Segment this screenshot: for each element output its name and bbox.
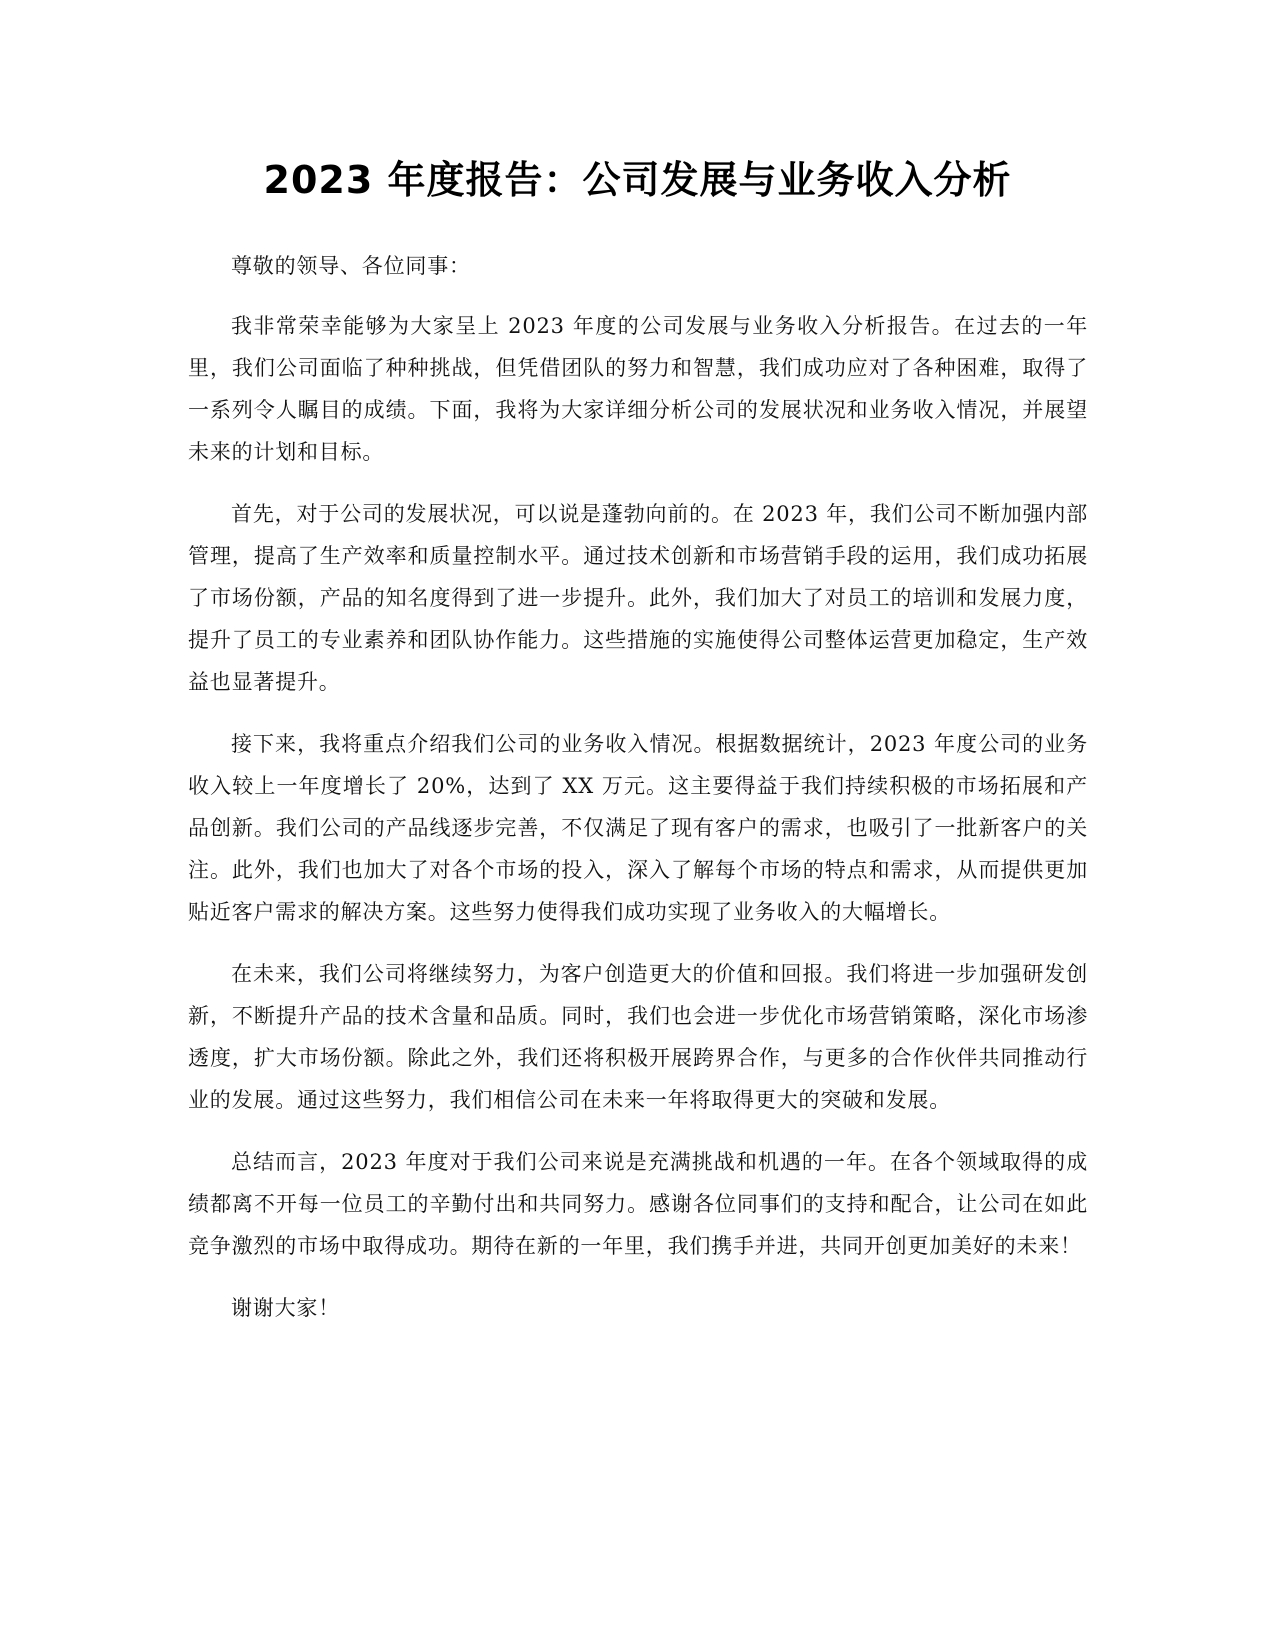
document-body: [188, 245, 1088, 1349]
closing-paragraph: 谢谢大家！: [231, 1296, 340, 1320]
future-plans-paragraph: 在未来，我们公司将继续努力，为客户创造更大的价值和回报。我们将进一步加强研发创新，不断提升产品的技术含量和品质。同时，我们也会进一步优化市场营销策略，深化市场渗透度，扩大市场份额。除此之外，我们还将积极开展跨界合作，与更多的合作伙伴共同推动行业的发展。通过这些努力，我们相信公司在未来一年将取得更大的突破和发展。: [188, 962, 1088, 1112]
intro-paragraph: 我非常荣幸能够为大家呈上 2023 年度的公司发展与业务收入分析报告。在过去的一年里，我们公司面临了种种挑战，但凭借团队的努力和智慧，我们成功应对了各种困难，取得了一系列令人瞩目的成绩。下面，我将为大家详细分析公司的发展状况和业务收入情况，并展望未来的计划和目标。: [188, 314, 1088, 464]
document-title: 2023 年度报告：公司发展与业务收入分析: [263, 158, 1012, 202]
salutation-paragraph: 尊敬的领导、各位同事：: [231, 254, 471, 278]
development-paragraph: 首先，对于公司的发展状况，可以说是蓬勃向前的。在 2023 年，我们公司不断加强内部管理，提高了生产效率和质量控制水平。通过技术创新和市场营销手段的运用，我们成功拓展了市场份额，产品的知名度得到了进一步提升。此外，我们加大了对员工的培训和发展力度，提升了员工的专业素养和团队协作能力。这些措施的实施使得公司整体运营更加稳定，生产效益也显著提升。: [188, 502, 1088, 694]
summary-paragraph: 总结而言，2023 年度对于我们公司来说是充满挑战和机遇的一年。在各个领域取得的成绩都离不开每一位员工的辛勤付出和共同努力。感谢各位同事们的支持和配合，让公司在如此竞争激烈的市场中取得成功。期待在新的一年里，我们携手并进，共同开创更加美好的未来！: [188, 1150, 1088, 1258]
revenue-paragraph: 接下来，我将重点介绍我们公司的业务收入情况。根据数据统计，2023 年度公司的业务收入较上一年度增长了 20%，达到了 XX 万元。这主要得益于我们持续积极的市场拓展和产品创新。我们公司的产品线逐步完善，不仅满足了现有客户的需求，也吸引了一批新客户的关注。此外，我们也加大了对各个市场的投入，深入了解每个市场的特点和需求，从而提供更加贴近客户需求的解决方案。这些努力使得我们成功实现了业务收入的大幅增长。: [188, 732, 1088, 924]
